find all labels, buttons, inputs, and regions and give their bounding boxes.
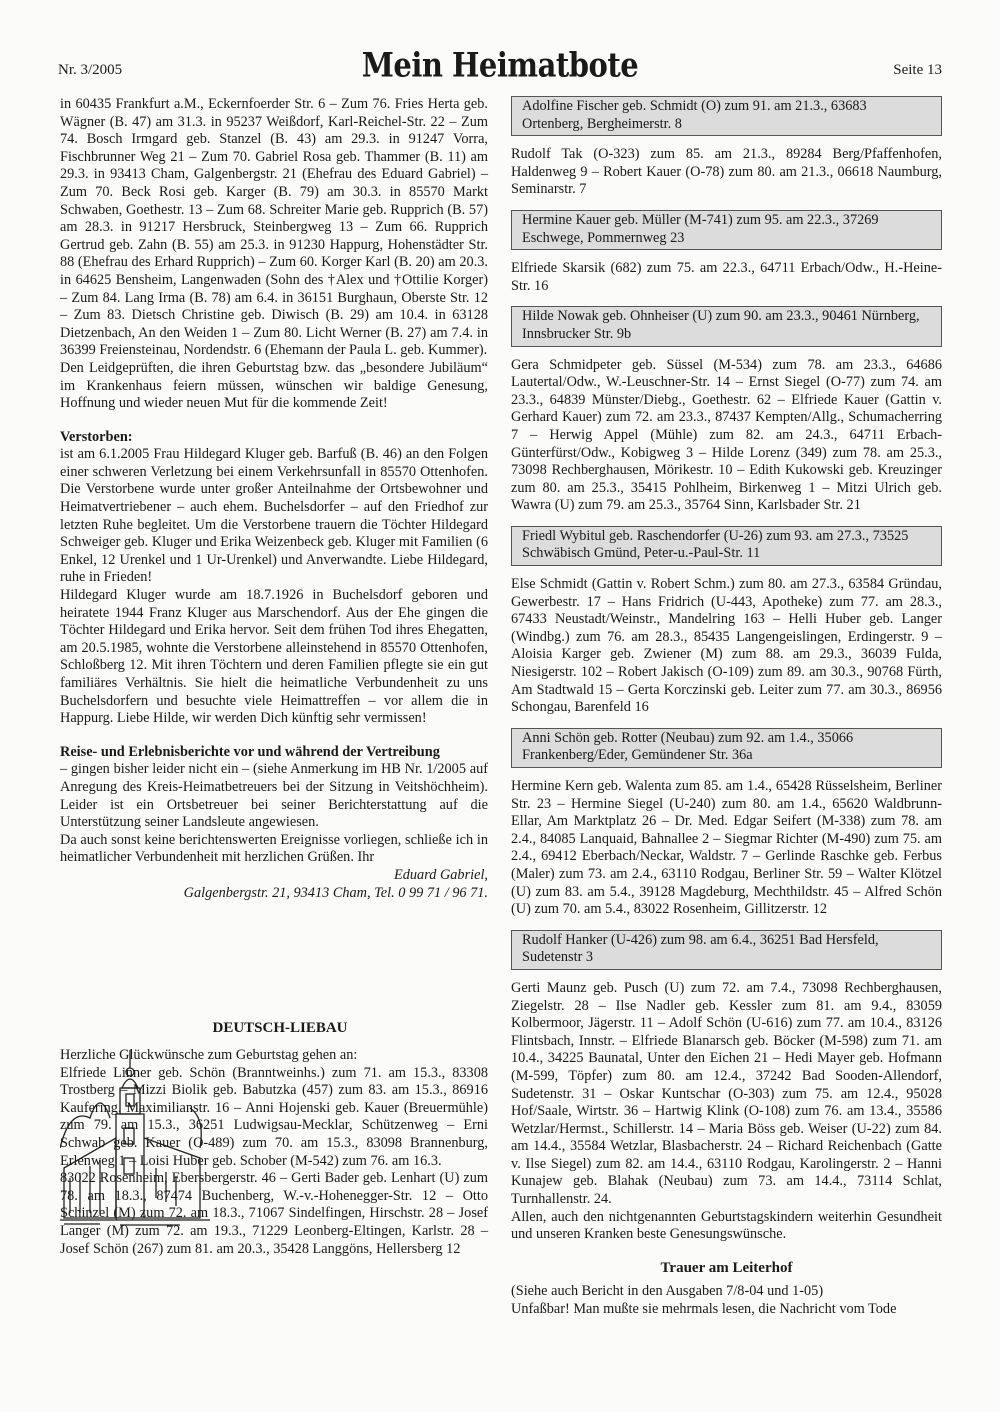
get-well-paragraph: Den Leidgeprüften, die ihren Geburtstag bzw. das „besondere Jubiläum“ im Krankenhaus feiern müssen, wünschen wir baldige Genesung, Hoffnung und wieder neuen Mut für die kommende Zeit! — [60, 359, 488, 412]
obituary-paragraph: ist am 6.1.2005 Frau Hildegard Kluger geb. Barfuß (B. 46) an den Folgen einer schweren Verletzung bei einem Verkehrsunfall in 85570 Ottenhofen. Die Verstorbene wurde unter großer Anteilnahme der Ortsbewohner und Heimatvertriebener – auch ehem. Buchelsdorfer – auf den Friedhof zur letzten Ruhe begleitet. Um die Verstorbene trauern die Töchter Hildegard Schweiger geb. Kluger und Erika Weizenbeck geb. Kluger mit Familien (6 Enkel, 12 Urenkel und 1 Ur-Urenkel) und Anverwandte. Liebe Hildegard, ruhe in Frieden! — [60, 446, 488, 586]
page-header — [0, 45, 1000, 96]
signature-address: Galgenbergstr. 21, 93413 Cham, Tel. 0 99 71 / 96 71. — [183, 884, 488, 901]
masthead-title: Mein Heimatbote — [361, 45, 639, 85]
highlight-box-wybitul: Friedl Wybitul geb. Raschendorfer (U-26) zum 93. am 27.3., 73525 Schwäbisch Gmünd, Peter-u.-Paul-Str. 11 — [511, 526, 942, 566]
birthday-list-paragraph: in 60435 Frankfurt a.M., Eckernfoerder Str. 6 – Zum 76. Fries Herta geb. Wägner (B. 47) am 31.3. in 95237 Weißdorf, Karl-Reichel-Str. 22 – Zum 74. Bosch Irmgard geb. Stanzel (B. 43) am 29.3. in 91247 Vorra, Fischbrunner Weg 21 – Zum 70. Gabriel Rosa geb. Thammer (B. 11) am 29.3. in 93413 Cham, Galgenbergstr. 21 (Ehefrau des Eduard Gabriel) – Zum 70. Beck Rosi geb. Karger (B. 79) am 30.3. in 85570 Markt Schwaben, Goethestr. 13 – Zum 68. Schreiter Marie geb. Rupprich (B. 57) am 28.3. in 91217 Hersbruck, Steinbergweg 13 – Zum 66. Rupprich Gertrud geb. Zahn (B. 55) am 25.3. in 91230 Happurg, Hohenstädter Str. 88 (Ehefrau des Erhard Rupprich) – Zum 60. Korger Karl (B. 20) am 20.3. in 64625 Bensheim, Langenwaden (Sohn des †Alex und †Ottilie Korger) – Zum 84. Lang Irma (B. 78) am 6.4. in 36151 Burghaun, Oberste Str. 12 – Zum 83. Dietsch Christine geb. Diwisch (B. 29) am 10.4. in 63128 Dietzenbach, An den Weiden 1 – Zum 80. Licht Werner (B. 27) am 7.4. in 36399 Freiensteinau, Nordendstr. 6 (Ehemann der Paula L. geb. Kummer). — [60, 96, 488, 359]
birthday-paragraph: Gerti Maunz geb. Pusch (U) zum 72. am 7.4., 73098 Rechberghausen, Ziegelstr. 28 – Ilse Nadler geb. Kessler zum 81. am 9.4., 83059 Kolbermoor, Jägerstr. 11 – Adolf Schön (U-616) zum 77. am 10.4., 83126 Flintsbach, Innstr. – Elfriede Blanarsch geb. Böcker (M-598) zum 71. am 10.4., 34225 Baunatal, Unter den Eichen 21 – Hedi Mayer geb. Hofmann (M-599, Töpfer) zum 80. am 12.4., 37242 Bad Sooden-Allendorf, Sudetenstr. 31 – Oskar Kuntschar (O-303) zum 75. am 12.4., 95028 Hof/Saale, Wirtstr. 36 – Hartwig Klink (O-108) zum 76. am 13.4., 35586 Wetzlar/Hermst., Schillerstr. 14 – Maria Böss geb. Weiser (U-22) zum 84. am 14.4., 35584 Wetzlar, Blasbacherstr. 24 – Richard Reichenbach (Gatte v. Ilse Siegel) zum 82. am 14.4., 63110 Rodgau, Karolingerstr. 2 – Hanni Kunajew geb. Blahak (Neubau) zum 73. am 14.4., 73114 Schlat, Turnhallenstr. 24. — [511, 979, 942, 1208]
trauer-reference: (Siehe auch Bericht in den Ausgaben 7/8-04 und 1-05) — [511, 1283, 824, 1300]
dl-birthdays-indented: Elfriede Linner geb. Schön (Branntweinhs.) zum 71. am 15.3., 83308 Trostberg – Mizzi Biolik geb. Babutzka (457) zum 83. am 15.3., 86916 Kaufering, Maximilianstr. 16 – Anni Hojenski geb. Kauer (Breuermühle) zum 79. am 15.3., 36251 Ludwigsau-Mecklar, Schützenweg – Erni Schwab geb. Kauer (O-489) zum 70. am 15.3., 83098 Brannenburg, Erlenweg 1 – Loisi Huber geb. Schober (M-542) zum 76. am 16.3. — [60, 1064, 488, 1169]
highlight-box-nowak: Hilde Nowak geb. Ohnheiser (U) zum 90. am 23.3., 90461 Nürnberg, Innsbrucker Str. 9b — [511, 306, 942, 346]
issue-number: Nr. 3/2005 — [58, 62, 123, 78]
birthday-paragraph: Elfriede Skarsik (682) zum 75. am 22.3., 64711 Erbach/Odw., H.-Heine-Str. 16 — [511, 260, 942, 294]
reise-paragraph: – gingen bisher leider nicht ein – (siehe Anmerkung im HB Nr. 1/2005 auf Anregung des Kreis-Heimatbetreuers bei der Sitzung in Veitshöchheim). Leider ist ein Ortsbetreuer bei seiner Berichterstattung auf die Unterstützung seiner Landsleute angewiesen. — [60, 761, 488, 831]
trauer-text: Unfaßbar! Man mußte sie mehrmals lesen, die Nachricht vom Tode — [511, 1301, 897, 1318]
birthday-paragraph: Gera Schmidpeter geb. Süssel (M-534) zum 78. am 23.3., 64686 Lautertal/Odw., W.-Leuschner-Str. 14 – Ernst Siegel (O-77) zum 74. am 23.3., 64839 Münster/Diebg., Goethestr. 62 – Elfriede Kauer (Gattin v. Gerhard Kauer) zum 72. am 23.3., 87437 Kempten/Allg., Schumacherring 7 – Herwig Appel (Mühle) zum 82. am 24.3., 64711 Erbach-Günterfürst/Odw., Kobigweg 3 – Hilde Lorenz (349) zum 78. am 25.3., 73098 Rechberghausen, Mörikestr. 10 – Edith Kukowski geb. Kreuzinger zum 80. am 25.3., 35415 Pohlheim, Birkenweg 1 – Mitzi Ulrich geb. Wawra (U) zum 79. am 25.3., 35764 Sinn, Karlsbader Str. 21 — [511, 356, 942, 514]
birthday-paragraph: Rudolf Tak (O-323) zum 85. am 21.3., 89284 Berg/Pfaffenhofen, Haldenweg 9 – Robert Kauer (O-78) zum 80. am 21.3., 06618 Naumburg, Seminarstr. 7 — [511, 146, 942, 198]
birthday-paragraph: Else Schmidt (Gattin v. Robert Schm.) zum 80. am 27.3., 63584 Gründau, Gewerbestr. 17 – Hans Fridrich (U-443, Apotheke) zum 77. am 28.3., 67433 Neustadt/Weinstr., Mandelring 163 – Helli Huber geb. Langer (Windbg.) zum 76. am 28.3., 85435 Langengeislingen, Erdingerstr. 9 – Aloisia Karger geb. Zwiener (M) zum 88. am 29.3., 36039 Fulda, Niesigerstr. 102 – Robert Jakisch (O-109) zum 89. am 30.3., 90768 Fürth, Am Stadtwald 15 – Gerta Korczinski geb. Leiter zum 77. am 30.3., 86956 Schongau, Barenfeld 16 — [511, 576, 942, 716]
trauer-heading: Trauer am Leiterhof — [660, 1259, 793, 1276]
right-column — [511, 96, 942, 1319]
page-number: Seite 13 — [893, 62, 942, 78]
dl-intro: Herzliche Glückwünsche zum Geburtstag gehen an: — [60, 1047, 358, 1063]
obituary-biography: Hildegard Kluger wurde am 18.7.1926 in Buchelsdorf geboren und heiratete 1944 Franz Kluger aus Marschendorf. Aus der Ehe gingen die Töchter Hildegard und Erika hervor. Seit dem frühen Tod ihres Ehegatten, am 20.5.1985, wohnte die Verstorbene alleinstehend in 85570 Ottenhofen, Schloßberg 12. Mit ihren Töchtern und deren Familien pflegte sie ein gut familiäres Verhältnis. Sie hielt die heimatliche Verbundenheit zu uns Buchelsdorfern und besuchte viele Heimattreffen – vor allem die in Happurg. Liebe Hilde, wir werden Dich künftig sehr vermissen! — [60, 587, 488, 727]
left-column — [60, 96, 488, 902]
closing-paragraph: Da auch sonst keine berichtenswerten Ereignisse vorliegen, schließe ich in heimatlicher Verbundenheit mit herzlichen Grüßen. Ihr — [60, 831, 488, 866]
birthday-paragraph: Hermine Kern geb. Walenta zum 85. am 1.4., 65428 Rüsselsheim, Berliner Str. 23 – Hermine Siegel (U-240) zum 80. am 1.4., 65620 Waldbrunn-Ellar, Am Marktplatz 26 – Dr. Med. Edgar Seifert (M-338) zum 78. am 2.4., 84085 Lanquaid, Bahnallee 2 – Siegmar Richter (M-490) zum 75. am 2.4., 69412 Eberbach/Neckar, Waldstr. 7 – Gerlinde Raschke geb. Ferbus (Maler) zum 73. am 2.4., 63110 Rodgau, Berliner Str. 59 – Walter Klötzel (U) zum 83. am 5.4., 39128 Magdeburg, Mechthildstr. 45 – Alfred Schön (U) zum 70. am 5.4., 83022 Rosenheim, Gillitzerstr. 12 — [511, 778, 942, 918]
highlight-box-schoen: Anni Schön geb. Rotter (Neubau) zum 92. am 1.4., 35066 Frankenberg/Eder, Gemündener Str. 36a — [511, 728, 942, 768]
dl-birthdays-continued: 83022 Rosenheim, Ebersbergerstr. 46 – Gerti Bader geb. Lenhart (U) zum 78. am 18.3., 87474 Buchenberg, W.-v.-Hohenegger-Str. 12 – Otto Schinzel (M) zum 72. am 18.3., 71067 Sindelfingen, Hirschstr. 28 – Josef Langer (M) zum 72. am 19.3., 71229 Leonberg-Eltingen, Karlstr. 28 – Josef Schön (267) zum 81. am 20.3., 35428 Langgöns, Hellersberg 12 — [60, 1170, 488, 1257]
reise-heading: Reise- und Erlebnisberichte vor und während der Vertreibung — [60, 743, 440, 760]
deutsch-liebau-section — [60, 1047, 488, 1258]
section-title-deutsch-liebau: DEUTSCH-LIEBAU — [212, 1020, 348, 1036]
highlight-box-hanker: Rudolf Hanker (U-426) zum 98. am 6.4., 36251 Bad Hersfeld, Sudetenstr 3 — [511, 930, 942, 970]
verstorben-heading: Verstorben: — [60, 428, 133, 445]
highlight-box-fischer: Adolfine Fischer geb. Schmidt (O) zum 91. am 21.3., 63683 Ortenberg, Bergheimerstr. 8 — [511, 96, 942, 136]
signature-name: Eduard Gabriel, — [394, 866, 488, 883]
highlight-box-kauer: Hermine Kauer geb. Müller (M-741) zum 95. am 22.3., 37269 Eschwege, Pommernweg 23 — [511, 210, 942, 250]
closing-wishes: Allen, auch den nichtgenannten Geburtstagskindern weiterhin Gesundheit und unseren Kranken beste Genesungswünsche. — [511, 1208, 942, 1243]
